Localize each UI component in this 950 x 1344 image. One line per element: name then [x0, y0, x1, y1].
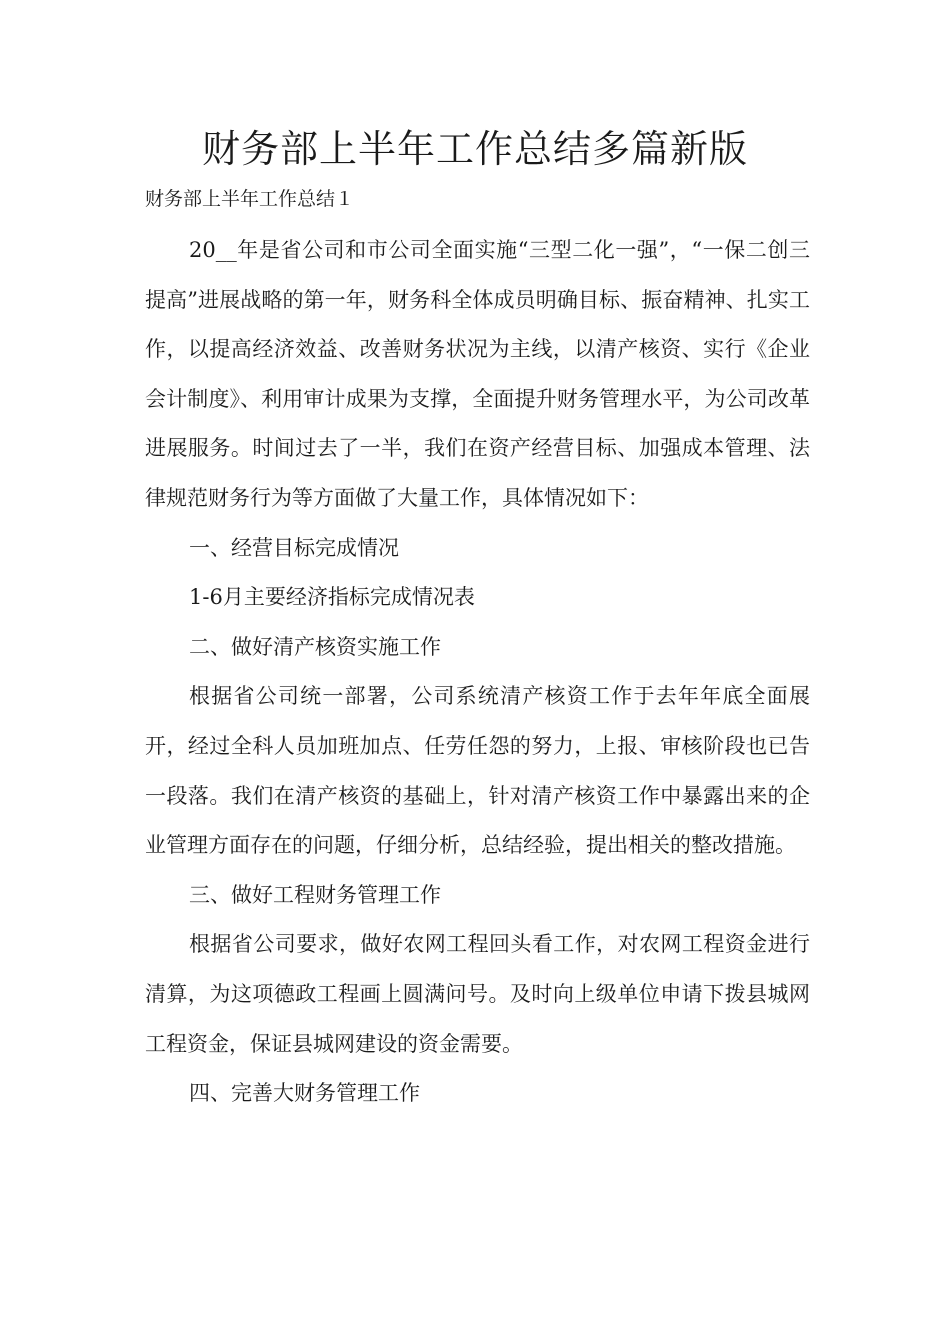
document-title: 财务部上半年工作总结多篇新版 [201, 127, 748, 171]
section-heading-1: 一、经营目标完成情况 [189, 535, 399, 560]
paragraph-intro: 20__年是省公司和市公司全面实施“三型二化一强”，“一保二创三提高”进展战略的第一年，财务科全体成员明确目标、振奋精神、扎实工作，以提高经济效益、改善财务状况为主线，以清产核资、实行《企业会计制度》、利用审计成果为支撑，全面提升财务管理水平，为公司改革进展服务。时间过去了一半，我们在资产经营目标、加强成本管理、法律规范财务行为等方面做了大量工作，具体情况如下： [145, 238, 810, 510]
section-heading-3: 三、做好工程财务管理工作 [189, 882, 441, 907]
paragraph-section-3: 根据省公司要求，做好农网工程回头看工作，对农网工程资金进行清算，为这项德政工程画上圆满问号。及时向上级单位申请下拨县城网工程资金，保证县城网建设的资金需要。 [145, 932, 810, 1056]
table-caption: 1-6月主要经济指标完成情况表 [189, 585, 475, 610]
section-heading-2: 二、做好清产核资实施工作 [189, 634, 441, 659]
document-subtitle: 财务部上半年工作总结１ [145, 188, 355, 210]
section-heading-4: 四、完善大财务管理工作 [189, 1081, 420, 1106]
document-body [145, 226, 810, 1119]
paragraph-section-2: 根据省公司统一部署，公司系统清产核资工作于去年年底全面展开，经过全科人员加班加点、任劳任怨的努力，上报、审核阶段也已告一段落。我们在清产核资的基础上，针对清产核资工作中暴露出来的企业管理方面存在的问题，仔细分析，总结经验，提出相关的整改措施。 [145, 684, 810, 858]
